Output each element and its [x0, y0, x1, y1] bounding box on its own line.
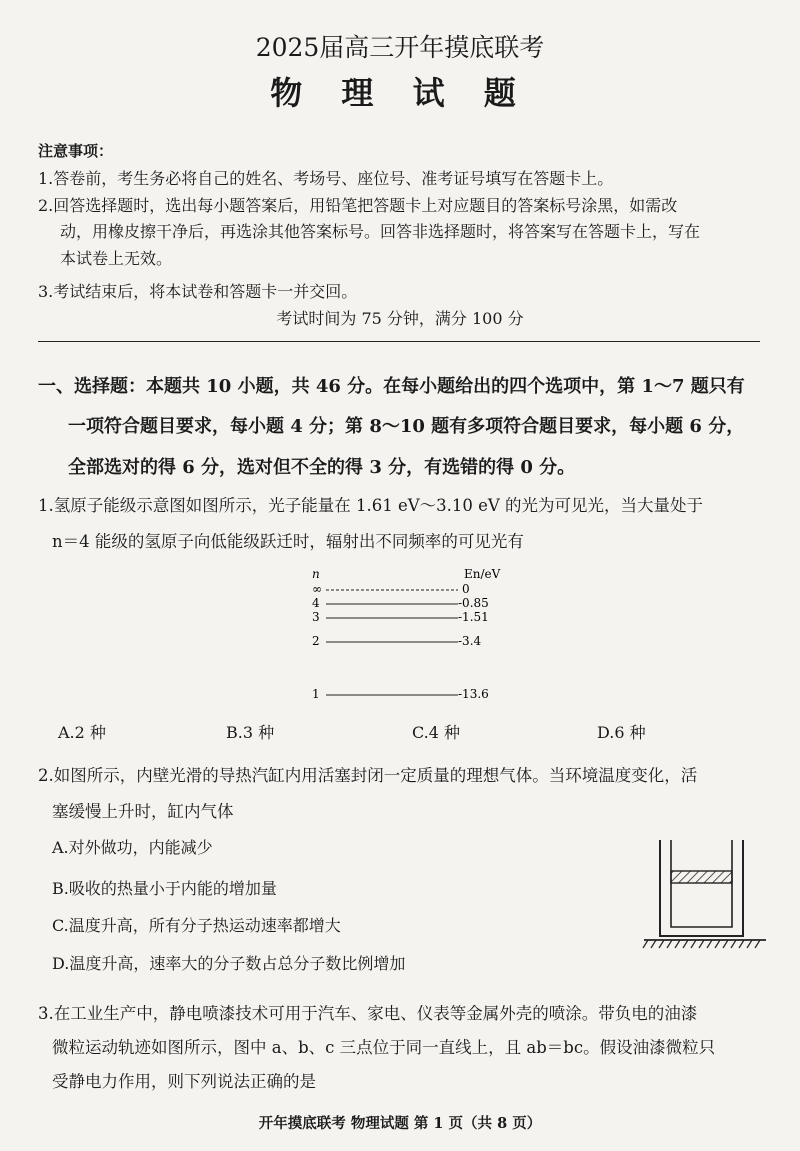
subject-title: 物 理 试 题: [270, 74, 530, 112]
level-e-3: -1.51: [458, 610, 489, 624]
notice-line: 2.回答选择题时，选出每小题答案后，用铅笔把答题卡上对应题目的答案标号涂黑，如需改: [38, 196, 678, 215]
level-n-2: 2: [312, 634, 320, 648]
q2-option-d: D.温度升高，速率大的分子数占总分子数比例增加: [52, 954, 406, 973]
question-3-text: 受静电力作用，则下列说法正确的是: [52, 1072, 316, 1091]
energy-level-diagram: [300, 562, 520, 712]
section-heading: 一、选择题：本题共 10 小题，共 46 分。在每小题给出的四个选项中，第 1～7 题只有: [38, 376, 745, 397]
q1-option-d: D.6 种: [597, 723, 646, 742]
ground-hatching: [643, 940, 760, 948]
level-n-1: 1: [312, 687, 320, 701]
exam-title: 2025届高三开年摸底联考: [255, 33, 545, 62]
cylinder-outer-wall: [660, 840, 743, 936]
level-e-2: -3.4: [458, 634, 482, 648]
piston: [671, 871, 732, 883]
exam-time-info: 考试时间为 75 分钟，满分 100 分: [276, 309, 524, 328]
notice-line: 1.答卷前，考生务必将自己的姓名、考场号、座位号、准考证号填写在答题卡上。: [38, 169, 614, 188]
q2-option-b: B.吸收的热量小于内能的增加量: [52, 879, 277, 898]
question-1-text: n＝4 能级的氢原子向低能级跃迁时，辐射出不同频率的可见光有: [52, 532, 524, 551]
n-axis-label: n: [312, 567, 320, 581]
question-2-text: 2.如图所示，内壁光滑的导热汽缸内用活塞封闭一定质量的理想气体。当环境温度变化，活: [38, 766, 698, 785]
level-n-3: 3: [312, 610, 320, 624]
level-n-inf: ∞: [312, 582, 322, 596]
question-1-text: 1.氢原子能级示意图如图所示，光子能量在 1.61 eV～3.10 eV 的光为可见光，当大量处于: [38, 496, 704, 515]
q2-option-c: C.温度升高，所有分子热运动速率都增大: [52, 916, 341, 935]
level-e-inf: 0: [462, 582, 470, 596]
level-e-4: -0.85: [458, 596, 489, 610]
energy-axis-label: En/eV: [464, 567, 501, 581]
level-e-1: -13.6: [458, 687, 489, 701]
q1-option-a: A.2 种: [58, 723, 106, 742]
question-3-text: 3.在工业生产中，静电喷漆技术可用于汽车、家电、仪表等金属外壳的喷涂。带负电的油漆: [38, 1004, 698, 1023]
cylinder-piston-diagram: [640, 836, 770, 961]
question-3-text: 微粒运动轨迹如图所示，图中 a、b、c 三点位于同一直线上，且 ab＝bc。假设油漆微粒只: [52, 1038, 716, 1057]
notice-line: 动，用橡皮擦干净后，再选涂其他答案标号。回答非选择题时，将答案写在答题卡上，写在: [60, 222, 701, 241]
notice-line: 本试卷上无效。: [60, 249, 173, 268]
section-instructions: 全部选对的得 6 分，选对但不全的得 3 分，有选错的得 0 分。: [68, 457, 576, 478]
question-2-text: 塞缓慢上升时，缸内气体: [52, 802, 234, 821]
page-footer: 开年摸底联考 物理试题 第 1 页（共 8 页）: [258, 1115, 542, 1132]
q2-option-a: A.对外做功，内能减少: [52, 838, 213, 857]
q1-option-b: B.3 种: [226, 723, 275, 742]
divider: [38, 341, 760, 342]
notice-heading: 注意事项：: [38, 142, 114, 160]
q1-option-c: C.4 种: [412, 723, 461, 742]
section-instructions: 一项符合题目要求，每小题 4 分；第 8～10 题有多项符合题目要求，每小题 6 分，: [68, 416, 745, 437]
notice-line: 3.考试结束后，将本试卷和答题卡一并交回。: [38, 282, 358, 301]
level-n-4: 4: [312, 596, 320, 610]
